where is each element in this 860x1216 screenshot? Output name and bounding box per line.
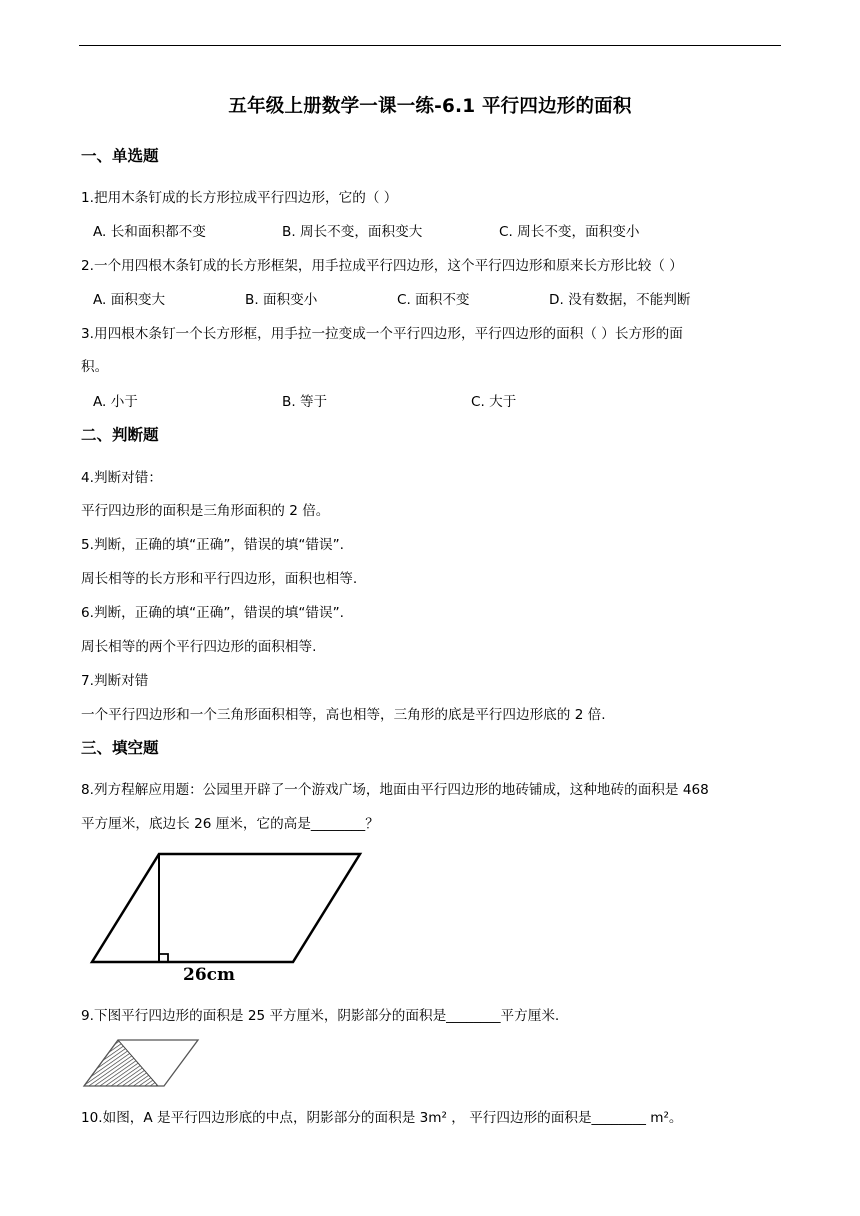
question-1-stem: 1.把用木条钉成的长方形拉成平行四边形，它的（ ）: [81, 190, 398, 206]
question-3-option-b: B. 等于: [282, 394, 328, 410]
question-9-stem: 9.下图平行四边形的面积是 25 平方厘米，阴影部分的面积是________平方厘米.: [81, 1008, 560, 1024]
question-2-option-a: A. 面积变大: [93, 292, 166, 308]
parallelogram-figure-q9: [80, 1037, 204, 1091]
question-6-stem: 6.判断，正确的填“正确”，错误的填“错误”.: [81, 605, 344, 621]
header-rule: [79, 45, 781, 46]
question-6-body: 周长相等的两个平行四边形的面积相等.: [81, 639, 317, 655]
question-2-option-d: D. 没有数据，不能判断: [549, 292, 691, 308]
question-4-stem: 4.判断对错：: [81, 470, 162, 486]
base-length-label: 26cm: [183, 965, 235, 985]
question-1-option-a: A. 长和面积都不变: [93, 224, 206, 240]
page-title: 五年级上册数学一课一练-6.1 平行四边形的面积: [228, 96, 632, 117]
section-heading-true-false: 二、判断题: [81, 426, 159, 444]
question-10-stem: 10.如图，A 是平行四边形底的中点，阴影部分的面积是 3m² ， 平行四边形的面积是________ m²。: [81, 1110, 683, 1126]
question-2-option-c: C. 面积不变: [397, 292, 470, 308]
question-7-stem: 7.判断对错: [81, 673, 149, 689]
shaded-triangle: [84, 1040, 158, 1086]
section-heading-single-choice: 一、单选题: [81, 147, 159, 165]
parallelogram-figure-q8: [85, 848, 375, 988]
question-3-option-a: A. 小于: [93, 394, 138, 410]
parallelogram-outline: [92, 854, 360, 962]
question-1-option-c: C. 周长不变，面积变小: [499, 224, 640, 240]
question-3-stem-line-1: 3.用四根木条钉一个长方形框，用手拉一拉变成一个平行四边形，平行四边形的面积（ ）长方形的面: [81, 326, 683, 342]
question-5-stem: 5.判断，正确的填“正确”，错误的填“错误”.: [81, 537, 344, 553]
question-5-body: 周长相等的长方形和平行四边形，面积也相等.: [81, 571, 358, 587]
question-8-stem-line-2: 平方厘米，底边长 26 厘米，它的高是________？: [81, 816, 379, 832]
question-8-stem-line-1: 8.列方程解应用题：公园里开辟了一个游戏广场，地面由平行四边形的地砖铺成，这种地砖的面积是 468: [81, 782, 709, 798]
question-2-option-b: B. 面积变小: [245, 292, 318, 308]
question-2-stem: 2.一个用四根木条钉成的长方形框架，用手拉成平行四边形，这个平行四边形和原来长方形比较（ ）: [81, 258, 683, 274]
question-7-body: 一个平行四边形和一个三角形面积相等，高也相等，三角形的底是平行四边形底的 2 倍.: [81, 707, 606, 723]
section-heading-fill-blank: 三、填空题: [81, 739, 159, 757]
question-1-option-b: B. 周长不变，面积变大: [282, 224, 423, 240]
question-3-option-c: C. 大于: [471, 394, 517, 410]
question-4-body: 平行四边形的面积是三角形面积的 2 倍。: [81, 503, 330, 519]
question-3-stem-line-2: 积。: [81, 359, 109, 375]
